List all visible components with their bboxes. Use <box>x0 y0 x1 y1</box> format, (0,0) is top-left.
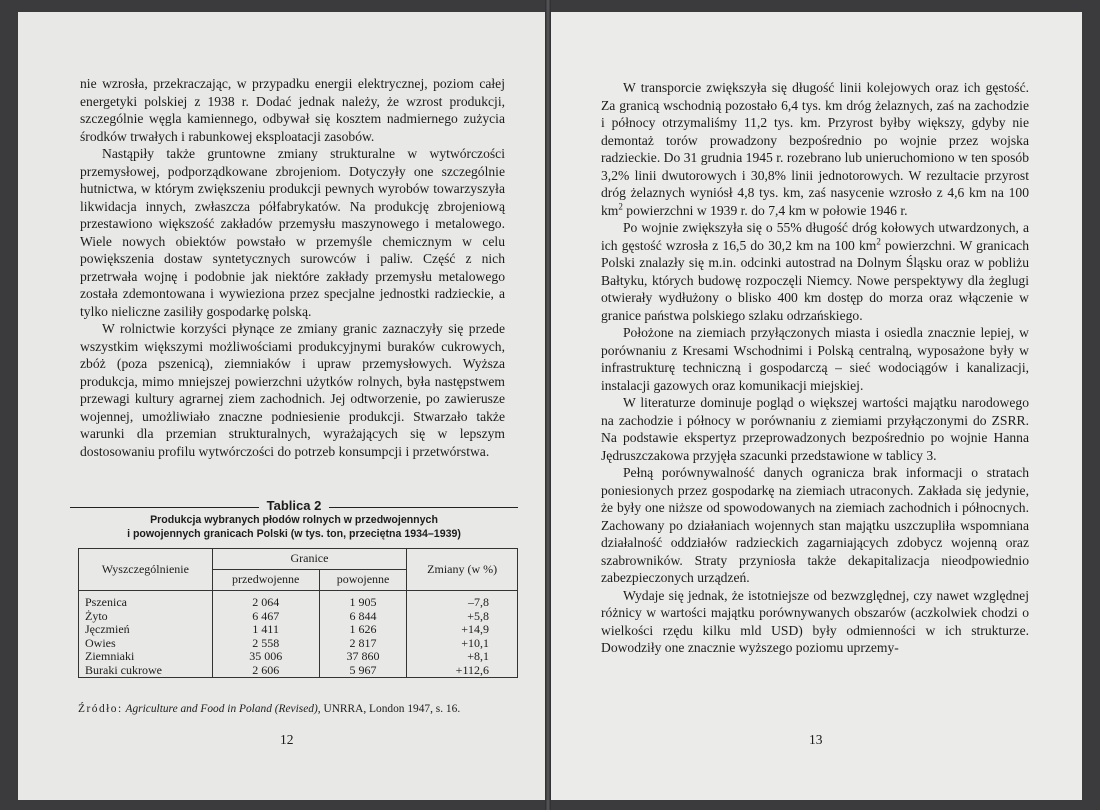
left-page <box>18 12 545 800</box>
table-caption-line-1: Produkcja wybranych płodów rolnych w przedwojennych <box>150 514 438 526</box>
cell-change: –7,8 <box>407 591 518 610</box>
cell-prewar: 6 467 <box>212 610 319 624</box>
cell-postwar: 2 817 <box>319 637 407 651</box>
cell-prewar: 1 411 <box>212 623 319 637</box>
superscript: 2 <box>876 235 881 246</box>
production-table <box>78 548 518 678</box>
paragraph: Nastąpiły także gruntowne zmiany strukturalne w wytwórczości przemysłowej, podporządkowane zbrojeniom. Dotyczyły one szczególnie hutnictwa, w którym zwiększeniu produkcji pewnych wyrobów towarzyszyła likwidacja innych, zwłaszcza półfabrykatów. Na produkcję zbrojeniową przestawiono większość zakładów przemysłu maszynowego i metalowego. Wiele nowych obiektów powstało w przemyśle chemicznym w celu powiększenia dostaw syntetycznych surowców i paliw. Część z nich przetrwała wojnę i podobnie jak niektóre zakłady przemysłu metalowego została zdemontowana i wywieziona przez specjalne jednostki radzieckie, a tylko nieliczne zasiliły gospodarkę polską. <box>80 146 505 319</box>
table-title: Tablica 2 <box>266 498 322 513</box>
right-body-text <box>601 79 1029 657</box>
paragraph: W rolnictwie korzyści płynące ze zmiany granic zaznaczyły się przede wszystkim większymi możliwościami produkcyjnymi buraków cukrowych, zbóż (poza pszenicą), ziemniaków i upraw przemysłowych. Wyższa produkcja, mimo mniejszej powierzchni użytków rolnych, była następstwem przewagi kultury agrarnej ziem zachodnich. Jej odtworzenie, po zawierusze wojennej, umożliwiało znaczne podniesienie produkcji. Stwarzało także warunki dla przemian strukturalnych, wyrażających się w lepszym dostosowaniu profilu wytwórczości do potrzeb konsumpcji i przetwórstwa. <box>80 321 505 459</box>
table-source-note <box>78 703 460 715</box>
cell-change: +5,8 <box>407 610 518 624</box>
cell-item: Pszenica <box>79 591 213 610</box>
header-change: Zmiany (w %) <box>407 549 518 591</box>
cell-item: Buraki cukrowe <box>79 664 213 678</box>
header-prewar: przedwojenne <box>212 570 319 591</box>
title-rule-left <box>70 507 259 508</box>
cell-change: +8,1 <box>407 650 518 664</box>
cell-item: Ziemniaki <box>79 650 213 664</box>
paragraph-part: powierzchni. W granicach Polski znalazły się m.in. odcinki autostrad na Dolnym Śląsku oraz w pobliżu Bałtyku, których budowę rozpoczęli Niemcy. Nowe perspektywy dla żeglugi otwierały wydłużony o blisko 400 km dostęp do morza oraz włączenie w granice państwa polskiego szlaku odrzańskiego. <box>601 237 1029 323</box>
cell-change: +10,1 <box>407 637 518 651</box>
paragraph-part: W transporcie zwiększyła się długość linii kolejowych oraz ich gęstość. Za granicą wschodnią pozostało 6,4 tys. km dróg żelaznych, zaś na zachodzie i północy otrzymaliśmy 11,2 tys. km. Przyrost byłby większy, gdyby nie demontaż torów prowadzony bezpośrednio po wojnie przez wojska radzieckie. Do 31 grudnia 1945 r. rozebrano lub unieruchomiono w ten sposób 3,2% linii dwutorowych i 30,8% linii jednotorowych. W rezultacie przyrost dróg żelaznych wyniósł 4,8 tys. km, zaś nasycenie wzrosło z 4,6 km na 100 km <box>601 80 1029 218</box>
paragraph: nie wzrosła, przekraczając, w przypadku energii elektrycznej, poziom całej energetyki polskiej z 1938 r. Dodać jednak należy, że wzrost produkcji, szczególnie węgla kamiennego, odbywał się kosztem nadmiernego zużycia środków trwałych i rabunkowej eksploatacji zasobów. <box>80 76 505 144</box>
cell-postwar: 6 844 <box>319 610 407 624</box>
table-caption-line-2: i powojennych granicach Polski (w tys. ton, przeciętna 1934–1939) <box>127 528 461 540</box>
source-label: Źródło: <box>78 703 123 715</box>
paragraph <box>601 219 1029 324</box>
paragraph-part: Po wojnie zwiększyła się o 55% długość dróg kołowych utwardzonych, a ich gęstość wzrosła z 16,5 do 30,2 km na 100 km <box>601 220 1029 253</box>
cell-prewar: 2 064 <box>212 591 319 610</box>
table-row <box>79 623 518 637</box>
superscript: 2 <box>618 200 623 211</box>
paragraph-part: powierzchni w 1939 r. do 7,4 km w połowie 1946 r. <box>622 202 908 218</box>
cell-prewar: 35 006 <box>212 650 319 664</box>
paragraph: W literaturze dominuje pogląd o większej wartości majątku narodowego na zachodzie i północy w porównaniu z ziemiami przyłączonymi do ZSRR. Na podstawie ekspertyz przeprowadzonych bezpośrednio po wojnie Hanna Jędruszczakowa przyjęła szacunki przedstawione w tablicy 3. <box>601 395 1029 463</box>
header-item: Wyszczególnienie <box>79 549 213 591</box>
paragraph: Pełną porównywalność danych ogranicza brak informacji o stratach poniesionych przez gospodarkę na ziemiach utraconych. Zakłada się jedynie, że były one niższe od spowodowanych na ziemiach zachodnich i północnych. Zachowany po działaniach wojennych stan majątku uszczupliła wspomniana działalność oddziałów radzieckich zagarniających zdobycz wojenną oraz szabrowników. Straty przyniosła także dekapitalizacja nieodpowiednio zabezpieczonych urządzeń. <box>601 465 1029 585</box>
paragraph: Wydaje się jednak, że istotniejsze od bezwzględnej, czy nawet względnej różnicy w wartości majątku porównywanych obszarów (aczkolwiek chodzi o wielkości rzędu kilku mld USD) były odmienności w ich strukturze. Dowodziły one znacznie wyższego poziomu uprzemy- <box>601 587 1029 655</box>
cell-change: +14,9 <box>407 623 518 637</box>
page-number: 13 <box>809 732 823 747</box>
cell-item: Jęczmień <box>79 623 213 637</box>
table-row <box>79 664 518 678</box>
paragraph <box>601 79 1029 219</box>
table-heading <box>70 498 518 541</box>
table-row <box>79 650 518 664</box>
cell-postwar: 5 967 <box>319 664 407 678</box>
cell-postwar: 37 860 <box>319 650 407 664</box>
cell-item: Owies <box>79 637 213 651</box>
table-row <box>79 591 518 610</box>
table-row <box>79 637 518 651</box>
cell-postwar: 1 626 <box>319 623 407 637</box>
right-page <box>551 12 1082 800</box>
cell-prewar: 2 606 <box>212 664 319 678</box>
source-publisher: UNRRA, London 1947, s. 16. <box>323 703 461 715</box>
left-body-text <box>80 75 505 460</box>
cell-postwar: 1 905 <box>319 591 407 610</box>
header-postwar: powojenne <box>319 570 407 591</box>
table-title-row <box>70 498 518 513</box>
source-title: Agriculture and Food in Poland (Revised), <box>125 703 321 715</box>
cell-item: Żyto <box>79 610 213 624</box>
table-row <box>79 610 518 624</box>
page-number: 12 <box>280 732 294 747</box>
title-rule-right <box>329 507 518 508</box>
cell-prewar: 2 558 <box>212 637 319 651</box>
header-borders: Granice <box>212 549 407 570</box>
cell-change: +112,6 <box>407 664 518 678</box>
paragraph: Położone na ziemiach przyłączonych miasta i osiedla znacznie lepiej, w porównaniu z Kresami Wschodnimi i Polską centralną, wyposażone były w infrastrukturę techniczną i gospodarczą – sieć wodociągów i kanalizacji, instalacji gazowych oraz komunikacji miejskiej. <box>601 325 1029 393</box>
